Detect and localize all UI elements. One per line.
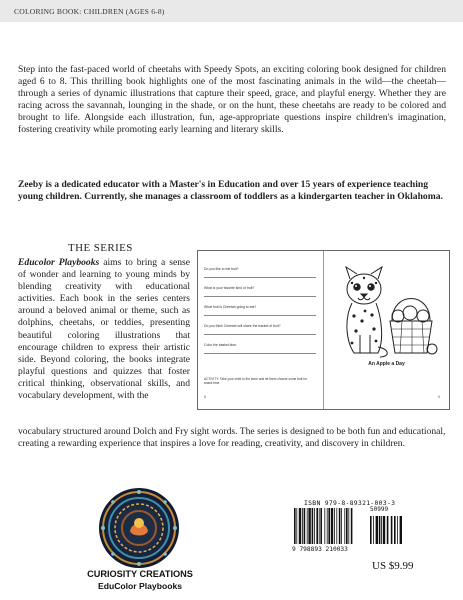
spread-gutter — [323, 251, 324, 409]
publisher-imprint: EduColor Playbooks — [97, 581, 183, 591]
answer-line — [204, 277, 316, 278]
barcode-bar — [294, 508, 296, 544]
barcode-bar — [296, 508, 297, 544]
barcode-addon-bar — [373, 516, 374, 544]
illustration-page — [328, 257, 445, 403]
barcode-addon-bar — [383, 516, 385, 544]
barcode-digits: 9 798893 210033 — [292, 546, 348, 553]
cheetah-ear — [346, 267, 357, 279]
answer-line — [204, 334, 316, 335]
barcode-bar — [334, 508, 335, 544]
isbn-label: ISBN 979-8-89321-003-3 — [304, 499, 396, 507]
barcode-addon-bar — [379, 516, 381, 544]
cheetah-ear — [371, 267, 382, 279]
publisher-logo — [98, 487, 180, 569]
fruit — [392, 310, 404, 322]
barcode-bar — [346, 508, 348, 544]
barcode-bar — [316, 508, 318, 544]
answer-line — [204, 353, 316, 354]
series-text-narrow: aims to bring a sense of wonder and learning to young minds by blending creativity with educational activities. Each book in the series centers around a beloved animal or theme, such as dolphins, cheetahs, or teddies, presenting beautiful coloring illustrations that encourage children to express their artistic side. Beyond coloring, the books integrate playful questions and quizzes that foster critical thinking, observational skills, and vocabulary development, with the — [18, 257, 190, 402]
sample-spread — [197, 250, 450, 410]
barcode-bar — [348, 508, 349, 544]
isbn-barcode — [286, 499, 410, 557]
barcode-bar — [341, 508, 342, 544]
barcode-bar — [302, 508, 303, 544]
series-heading: THE SERIES — [68, 242, 133, 254]
cheetah-illustration — [332, 261, 442, 359]
illustration-caption: An Apple a Day — [368, 361, 405, 367]
intro-paragraph: Step into the fast-paced world of cheetahs with Speedy Spots, an exciting coloring book designed for children aged 6 to 8. This thrilling book highlights one of the most fascinating animals in the wild—the cheetah—through a series of dynamic illustrations that capture their speed, grace, and playful energy. Whether they are racing across the savannah, lounging in the shade, or on the hunt, these cheetahs are ready to be colored and brought to life. Alongside each illustration, fun, age-appropriate questions inspire children's imagination, fostering creativity while promoting early learning and literary skills. — [18, 64, 446, 136]
author-bio: Zeeby is a dedicated educator with a Master's in Education and over 15 years of experience teaching young children. Currently, she manages a classroom of toddlers as a kindergarten teacher in Oklahoma. — [18, 179, 443, 203]
question-4-text: Do you think Cheetah will share the basket of fruit? — [204, 324, 281, 328]
barcode-bar — [304, 508, 306, 544]
barcode-bar — [319, 508, 320, 544]
series-description — [18, 257, 190, 402]
series-name: Educolor Playbooks — [18, 257, 100, 268]
publisher-name: CURIOSITY CREATIONS — [87, 569, 193, 579]
question-5 — [204, 343, 316, 354]
question-4 — [204, 324, 316, 335]
barcode-bar — [339, 508, 341, 544]
price-label: US $9.99 — [372, 560, 414, 572]
barcode-bar — [327, 508, 328, 544]
category-label: COLORING BOOK: CHILDREN (AGES 6-8) — [14, 7, 165, 16]
barcode-bar — [336, 508, 337, 544]
barcode-bar — [307, 508, 308, 544]
fruit — [417, 310, 429, 322]
barcode-addon-bar — [391, 516, 393, 544]
barcode-bar — [331, 508, 333, 544]
activity-text: ACTIVITY: Take your child to the store and let them choose some fruit for snack time. — [204, 377, 308, 385]
barcode-addon-bar — [381, 516, 382, 544]
question-3 — [204, 305, 316, 316]
barcode-addon-bar — [387, 516, 389, 544]
question-2 — [204, 286, 316, 297]
barcode-addon-bar — [370, 516, 372, 544]
question-2-text: What is your favorite kind of fruit? — [204, 286, 255, 290]
page-number-right: 9 — [438, 395, 440, 399]
header-band — [0, 0, 463, 22]
question-1 — [204, 267, 316, 278]
question-page — [204, 257, 318, 403]
apple — [427, 344, 437, 354]
barcode-bar — [324, 508, 325, 544]
fruit — [403, 306, 417, 320]
question-1-text: Do you like to eat fruit? — [204, 267, 239, 271]
answer-line — [204, 296, 316, 297]
barcode-bars — [294, 508, 404, 546]
barcode-addon-bar — [394, 516, 396, 544]
barcode-bar — [320, 508, 322, 544]
barcode-bar — [308, 508, 310, 544]
answer-line — [204, 315, 316, 316]
barcode-bar — [314, 508, 315, 544]
barcode-bar — [299, 508, 301, 544]
barcode-bar — [312, 508, 314, 544]
barcode-bar — [344, 508, 345, 544]
barcode-addon-bar — [397, 516, 398, 544]
barcode-addon-bar — [400, 516, 402, 544]
barcode-addon-bar — [376, 516, 378, 544]
barcode-bar — [351, 508, 353, 544]
series-description-continued: vocabulary structured around Dolch and Fry sight words. The series is designed to be both fun and educational, creating a rewarding experience that inspires a love for reading, creativity, and discovery in children. — [18, 426, 446, 450]
page-number-left: 8 — [204, 395, 206, 399]
price-code: 50999 — [370, 506, 389, 513]
question-3-text: What fruit is Cheetah going to eat? — [204, 305, 257, 309]
question-5-text: Color the basket blue. — [204, 343, 237, 347]
barcode-bar — [328, 508, 330, 544]
